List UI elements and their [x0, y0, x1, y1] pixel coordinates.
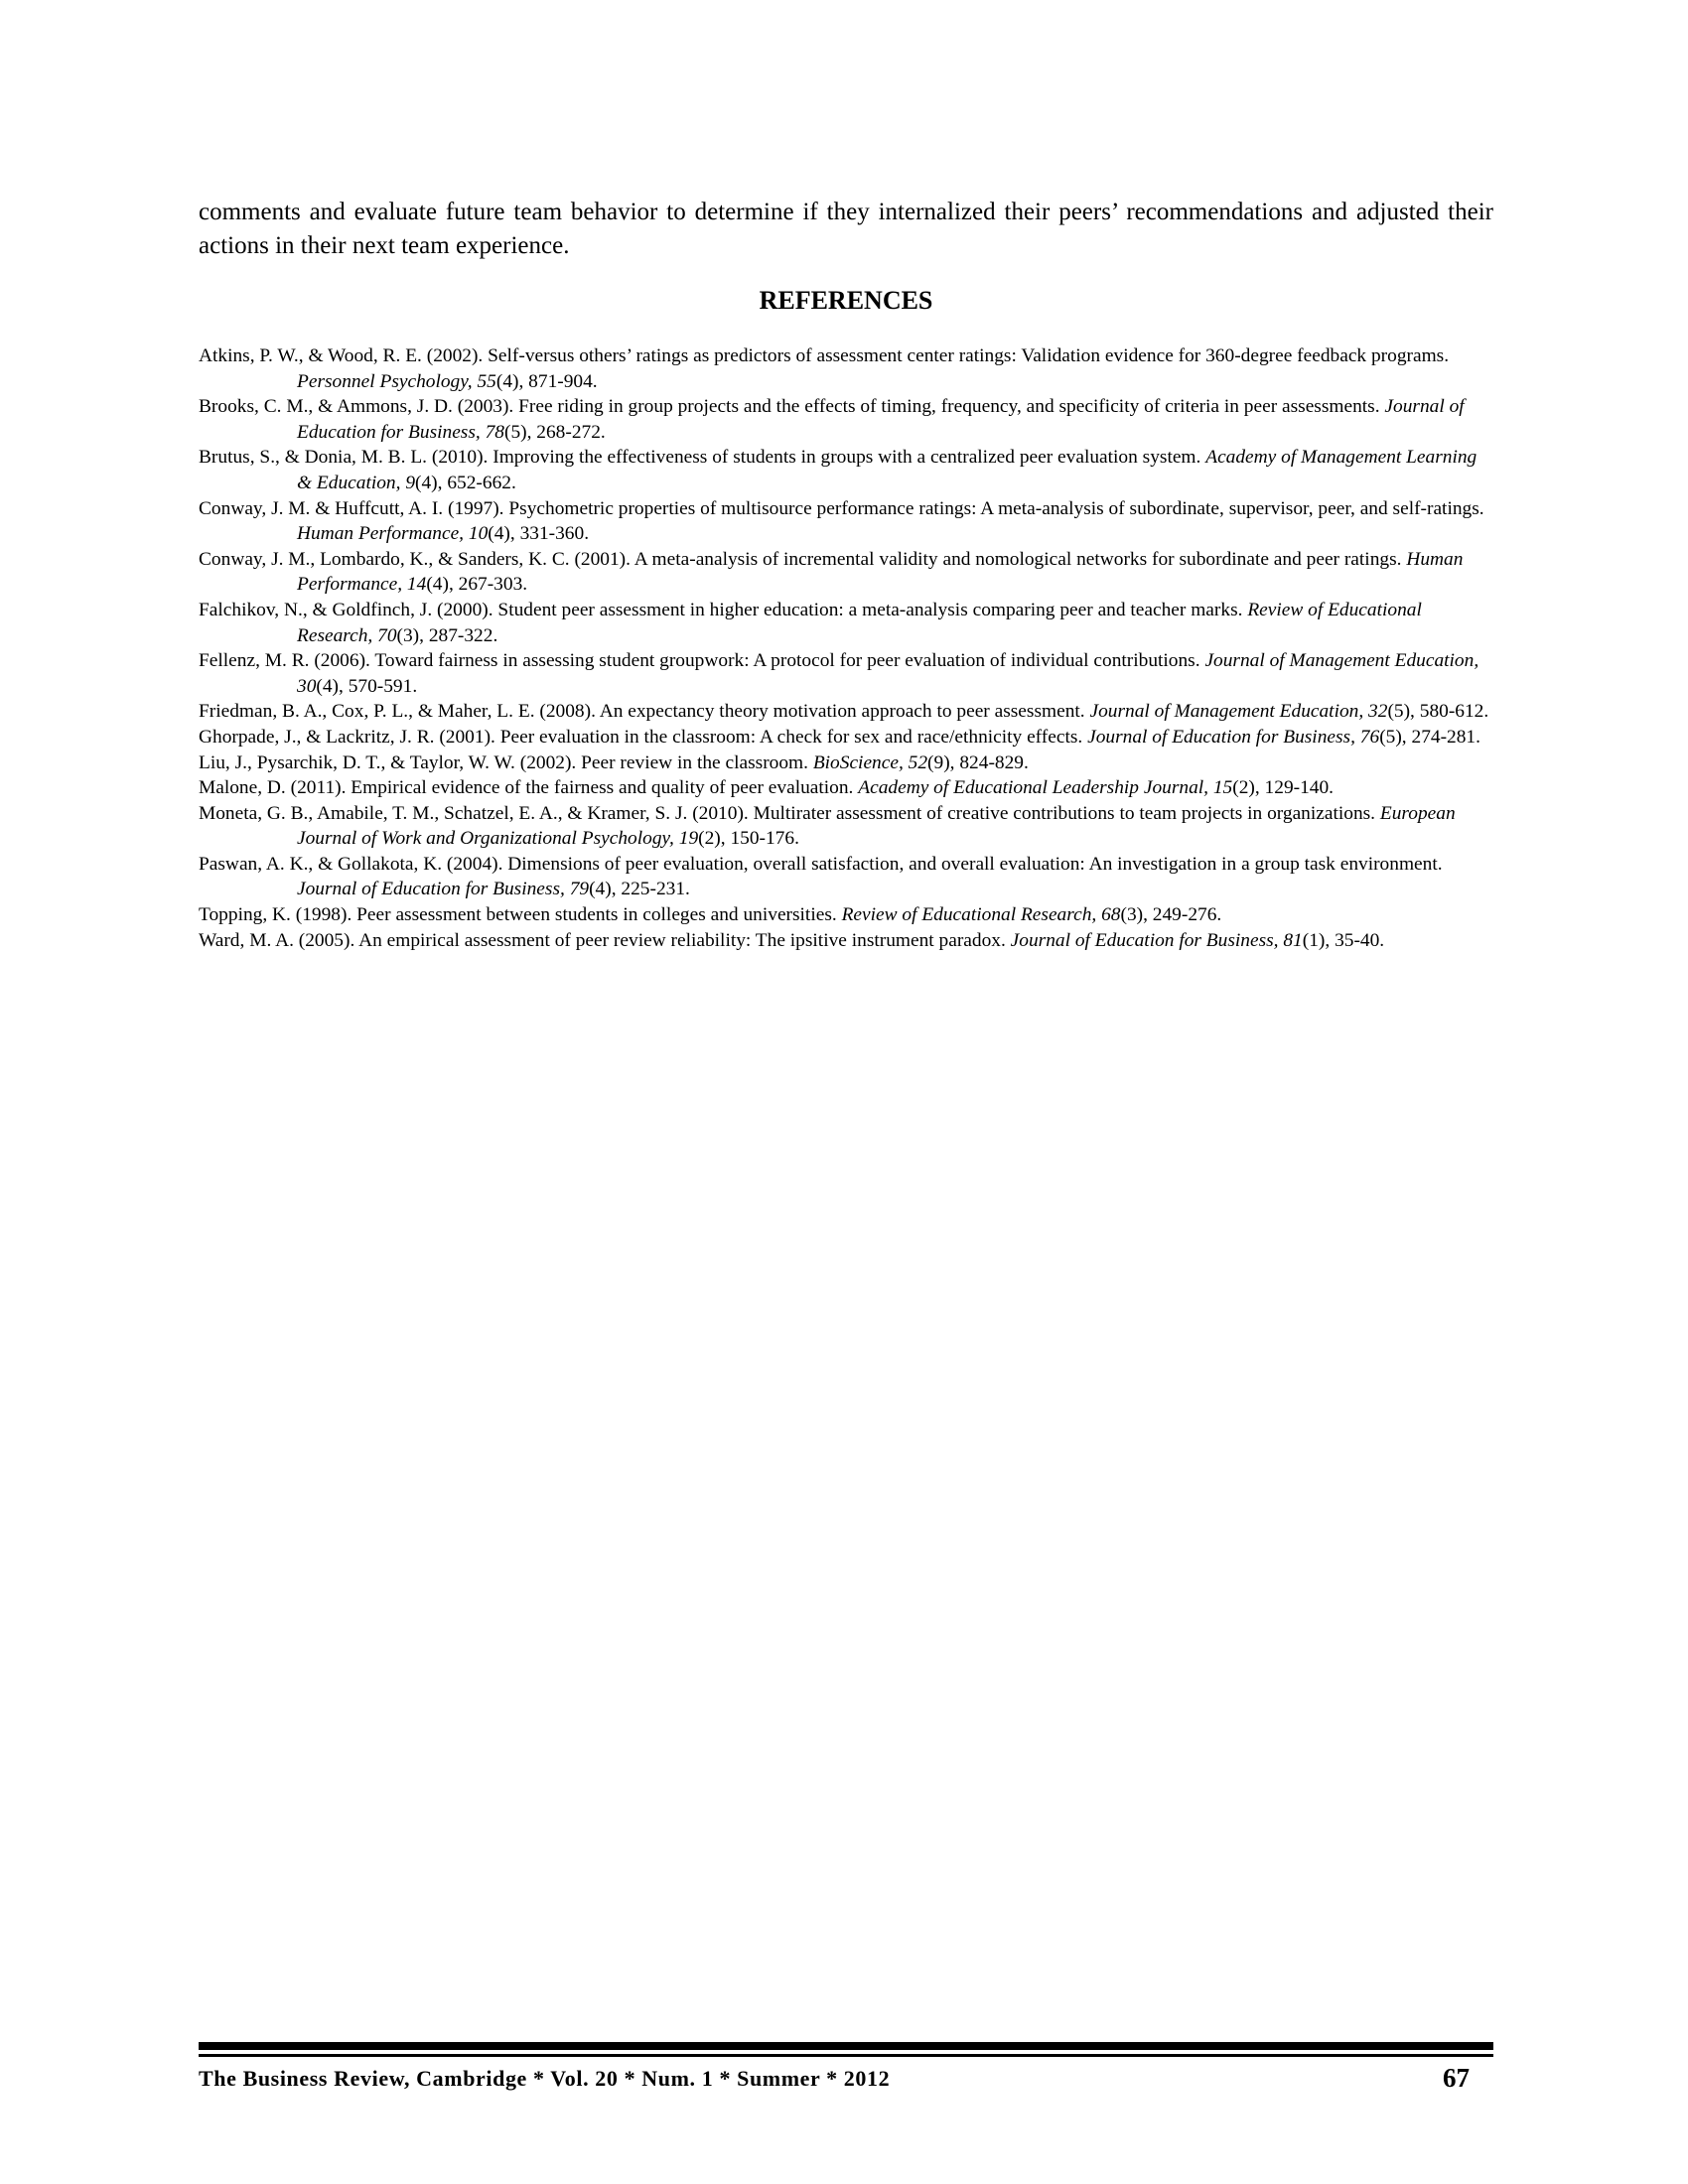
reference-entry: Paswan, A. K., & Gollakota, K. (2004). Dimensions of peer evaluation, overall satisfaction, and overall evaluation: An investigation in a group task environment. Journal of Education for Business, 79(4), 225-231.: [199, 853, 1443, 900]
footer-journal-info: The Business Review, Cambridge * Vol. 20 * Num. 1 * Summer * 2012: [199, 2066, 891, 2091]
references-list: [199, 343, 1493, 953]
reference-entry: Brooks, C. M., & Ammons, J. D. (2003). Free riding in group projects and the effects of timing, frequency, and specificity of criteria in peer assessments. Journal of Education for Business, 78(5), 268-272.: [199, 396, 1465, 443]
intro-paragraph: comments and evaluate future team behavior to determine if they internalized their peers’ recommendations and adjusted their actions in their next team experience.: [199, 199, 1493, 259]
page-number: 67: [1443, 2063, 1470, 2093]
reference-entry: Topping, K. (1998). Peer assessment between students in colleges and universities. Review of Educational Research, 68(3), 249-276.: [199, 904, 1222, 926]
reference-entry: Falchikov, N., & Goldfinch, J. (2000). Student peer assessment in higher education: a meta-analysis comparing peer and teacher marks. Review of Educational Research, 70(3), 287-322.: [199, 599, 1422, 646]
reference-entry: Conway, J. M. & Huffcutt, A. I. (1997). Psychometric properties of multisource performance ratings: A meta-analysis of subordinate, supervisor, peer, and self-ratings. Human Performance, 10(4), 331-360.: [199, 497, 1484, 545]
reference-entry: Friedman, B. A., Cox, P. L., & Maher, L. E. (2008). An expectancy theory motivation approach to peer assessment. Journal of Management Education, 32(5), 580-612.: [199, 701, 1489, 723]
reference-entry: Ward, M. A. (2005). An empirical assessment of peer review reliability: The ipsitive instrument paradox. Journal of Education for Business, 81(1), 35-40.: [199, 929, 1385, 951]
reference-entry: Liu, J., Pysarchik, D. T., & Taylor, W. W. (2002). Peer review in the classroom. BioScience, 52(9), 824-829.: [199, 751, 1029, 773]
reference-entry: Conway, J. M., Lombardo, K., & Sanders, K. C. (2001). A meta-analysis of incremental validity and nomological networks for subordinate and peer ratings. Human Performance, 14(4), 267-303.: [199, 548, 1464, 596]
reference-entry: Ghorpade, J., & Lackritz, J. R. (2001). Peer evaluation in the classroom: A check for sex and race/ethnicity effects. Journal of Education for Business, 76(5), 274-281.: [199, 726, 1480, 748]
footer-rule-thick: [199, 2042, 1493, 2050]
reference-entry: Atkins, P. W., & Wood, R. E. (2002). Self-versus others’ ratings as predictors of assessment center ratings: Validation evidence for 360-degree feedback programs. Personnel Psychology, 55(4), 871-904.: [199, 345, 1450, 392]
reference-entry: Brutus, S., & Donia, M. B. L. (2010). Improving the effectiveness of students in groups with a centralized peer evaluation system. Academy of Management Learning & Education, 9(4), 652-662.: [199, 447, 1477, 493]
reference-entry: Malone, D. (2011). Empirical evidence of the fairness and quality of peer evaluation. Academy of Educational Leadership Journal, 15(2), 129-140.: [199, 777, 1335, 799]
reference-entry: Fellenz, M. R. (2006). Toward fairness in assessing student groupwork: A protocol for peer evaluation of individual contributions. Journal of Management Education, 30(4), 570-591.: [199, 650, 1479, 697]
footer-rule-thin: [199, 2054, 1493, 2057]
reference-entry: Moneta, G. B., Amabile, T. M., Schatzel, E. A., & Kramer, S. J. (2010). Multirater assessment of creative contributions to team projects in organizations. European Journal of Work and Organizational Psychology, 19(2), 150-176.: [199, 802, 1456, 850]
references-heading: REFERENCES: [759, 286, 933, 315]
